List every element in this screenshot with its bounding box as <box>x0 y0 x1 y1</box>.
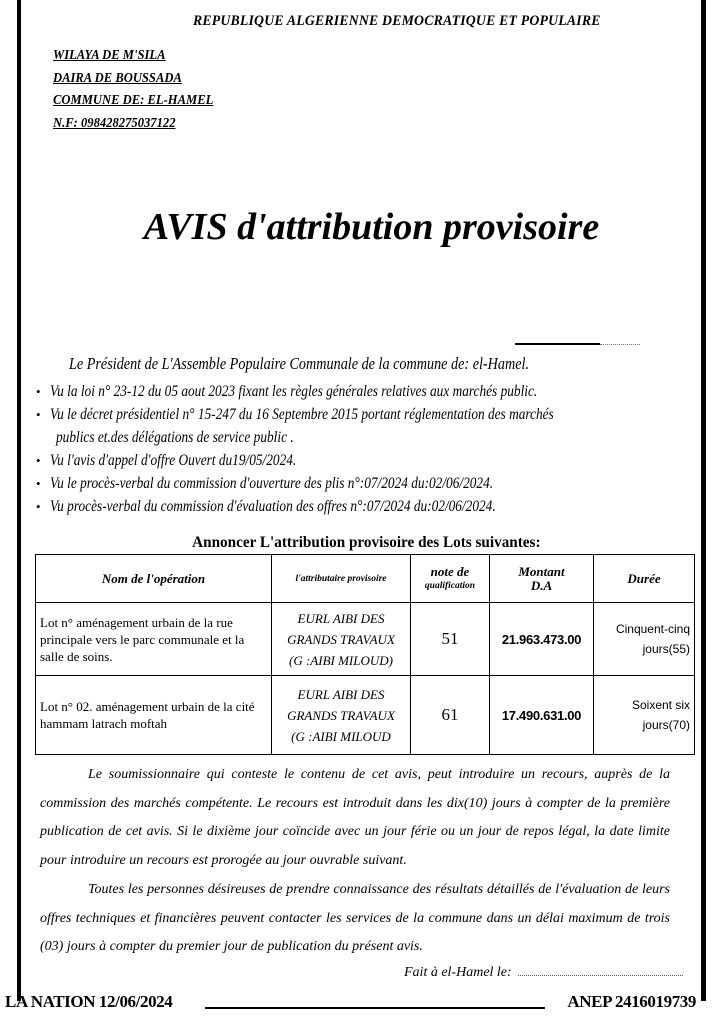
recours-paragraph <box>40 761 670 875</box>
recours-text: Le soumissionnaire qui conteste le contenu de cet avis, peut introduire un recours, auprès de la commission des marchés compétente. Le recours est introduit dans les dix(10) jours à compter de la première publication de cet avis. Si le dixième jour coïncide avec un jour férie ou un jour de repos légal, la date limite pour introduire un recours est prorogée au jour ouvrable suivant. <box>40 767 670 868</box>
nf-line: N.F: 098428275037122 <box>53 115 176 131</box>
attributaire-line: GRANDS TRAVAUX <box>287 707 395 723</box>
administration-block <box>53 45 231 135</box>
consideration-text: Vu la loi n° 23-12 du 05 aout 2023 fixant les règles générales relatives aux marchés public. <box>50 383 538 400</box>
duree-line: Cinquent-cinq <box>615 622 690 636</box>
note-header-line1: note de <box>430 563 470 579</box>
col-header-attributaire: l'attributaire provisoire <box>272 555 411 603</box>
signature-dots <box>518 965 683 976</box>
cell-attributaire <box>272 676 411 755</box>
cell-montant: 17.490.631.00 <box>490 676 594 755</box>
table-row <box>36 603 695 676</box>
col-header-operation: Nom de l'opération <box>36 555 272 603</box>
cell-duree <box>594 603 695 676</box>
cell-montant: 21.963.473.00 <box>490 603 594 676</box>
attributaire-line: (G :AIBI MILOUD) <box>289 652 393 668</box>
consideration-continuation <box>36 426 696 449</box>
bullet-icon: • <box>36 407 41 422</box>
cell-operation: Lot n° aménagement urbain de la rue principale vers le parc communale et la salle de soins. <box>36 603 272 676</box>
consideration-item <box>36 449 696 472</box>
consideration-item <box>36 495 696 518</box>
publication-label: LA NATION 12/06/2024 <box>5 992 173 1011</box>
bullet-icon: • <box>36 499 41 514</box>
consideration-text: publics et.des délégations de service public . <box>56 429 294 446</box>
results-text: Toutes les personnes désireuses de prendre connaissance des résultats détaillés de l'évaluation de leurs offres techniques et financières peuvent contacter les services de la commune dans un délai maximum de trois (03) jours à compter du premier jour de publication du présent avis. <box>40 882 670 954</box>
footer-rule <box>205 1007 545 1009</box>
consideration-item <box>36 380 696 403</box>
notice-title: AVIS d'attribution provisoire <box>143 206 600 248</box>
consideration-text: Vu le décret présidentiel n° 15-247 du 16 Septembre 2015 portant réglementation des marchés <box>50 406 554 423</box>
republic-title: REPUBLIQUE ALGERIENNE DEMOCRATIQUE ET POPULAIRE <box>192 13 601 29</box>
col-header-montant <box>490 555 594 603</box>
table-row <box>36 676 695 755</box>
anep-reference: ANEP 2416019739 <box>567 992 696 1011</box>
consideration-text: Vu le procès-verbal du commission d'ouverture des plis n°:07/2024 du:02/06/2024. <box>50 475 494 492</box>
montant-header-line2: D.A <box>530 577 553 593</box>
cell-note: 51 <box>411 603 490 676</box>
duree-line: Soixent six <box>631 698 690 712</box>
bullet-icon: • <box>36 476 41 491</box>
consideration-text: Vu l'avis d'appel d'offre Ouvert du19/05/2024. <box>50 452 297 469</box>
notice-title-wrap <box>0 205 723 249</box>
montant-header-line1: Montant <box>518 563 565 579</box>
table-header-row <box>36 555 695 603</box>
wilaya-line: WILAYA DE M'SILA <box>53 48 166 63</box>
considerations-list <box>36 380 696 518</box>
daira-line: DAIRA DE BOUSSADA <box>53 70 182 86</box>
attributaire-line: EURL AIBI DES <box>297 610 385 626</box>
commune-line: COMMUNE DE: EL-HAMEL <box>53 93 214 108</box>
decorative-rule <box>515 343 600 345</box>
duree-line: jours(70) <box>642 718 690 732</box>
consideration-item <box>36 472 696 495</box>
col-header-note <box>411 555 490 603</box>
bullet-icon: • <box>36 384 41 399</box>
bullet-icon: • <box>36 453 41 468</box>
signature-line <box>404 965 683 981</box>
attributaire-line: (G :AIBI MILOUD <box>291 728 391 744</box>
attributaire-line: EURL AIBI DES <box>297 686 385 702</box>
republic-header <box>32 13 697 30</box>
cell-operation: Lot n° 02. aménagement urbain de la cité hammam latrach moftah <box>36 676 272 755</box>
cell-duree <box>594 676 695 755</box>
president-intro: Le Président de L'Assemble Populaire Communale de la commune de: el-Hamel. <box>69 354 530 373</box>
announce-heading: Annoncer L'attribution provisoire des Lots suivantes: <box>192 534 541 551</box>
signature-label: Fait à el-Hamel le: <box>404 965 512 980</box>
col-header-duree: Durée <box>594 555 695 603</box>
lots-table <box>35 554 695 755</box>
results-paragraph <box>40 876 670 962</box>
cell-attributaire <box>272 603 411 676</box>
decorative-dots <box>600 344 640 345</box>
consideration-item <box>36 403 696 426</box>
consideration-text: Vu procès-verbal du commission d'évaluation des offres n°:07/2024 du:02/06/2024. <box>50 498 496 515</box>
announce-heading-wrap <box>0 534 723 552</box>
cell-note: 61 <box>411 676 490 755</box>
duree-line: jours(55) <box>642 642 690 656</box>
attributaire-line: GRANDS TRAVAUX <box>287 631 395 647</box>
note-header-line2: qualification <box>424 580 476 591</box>
